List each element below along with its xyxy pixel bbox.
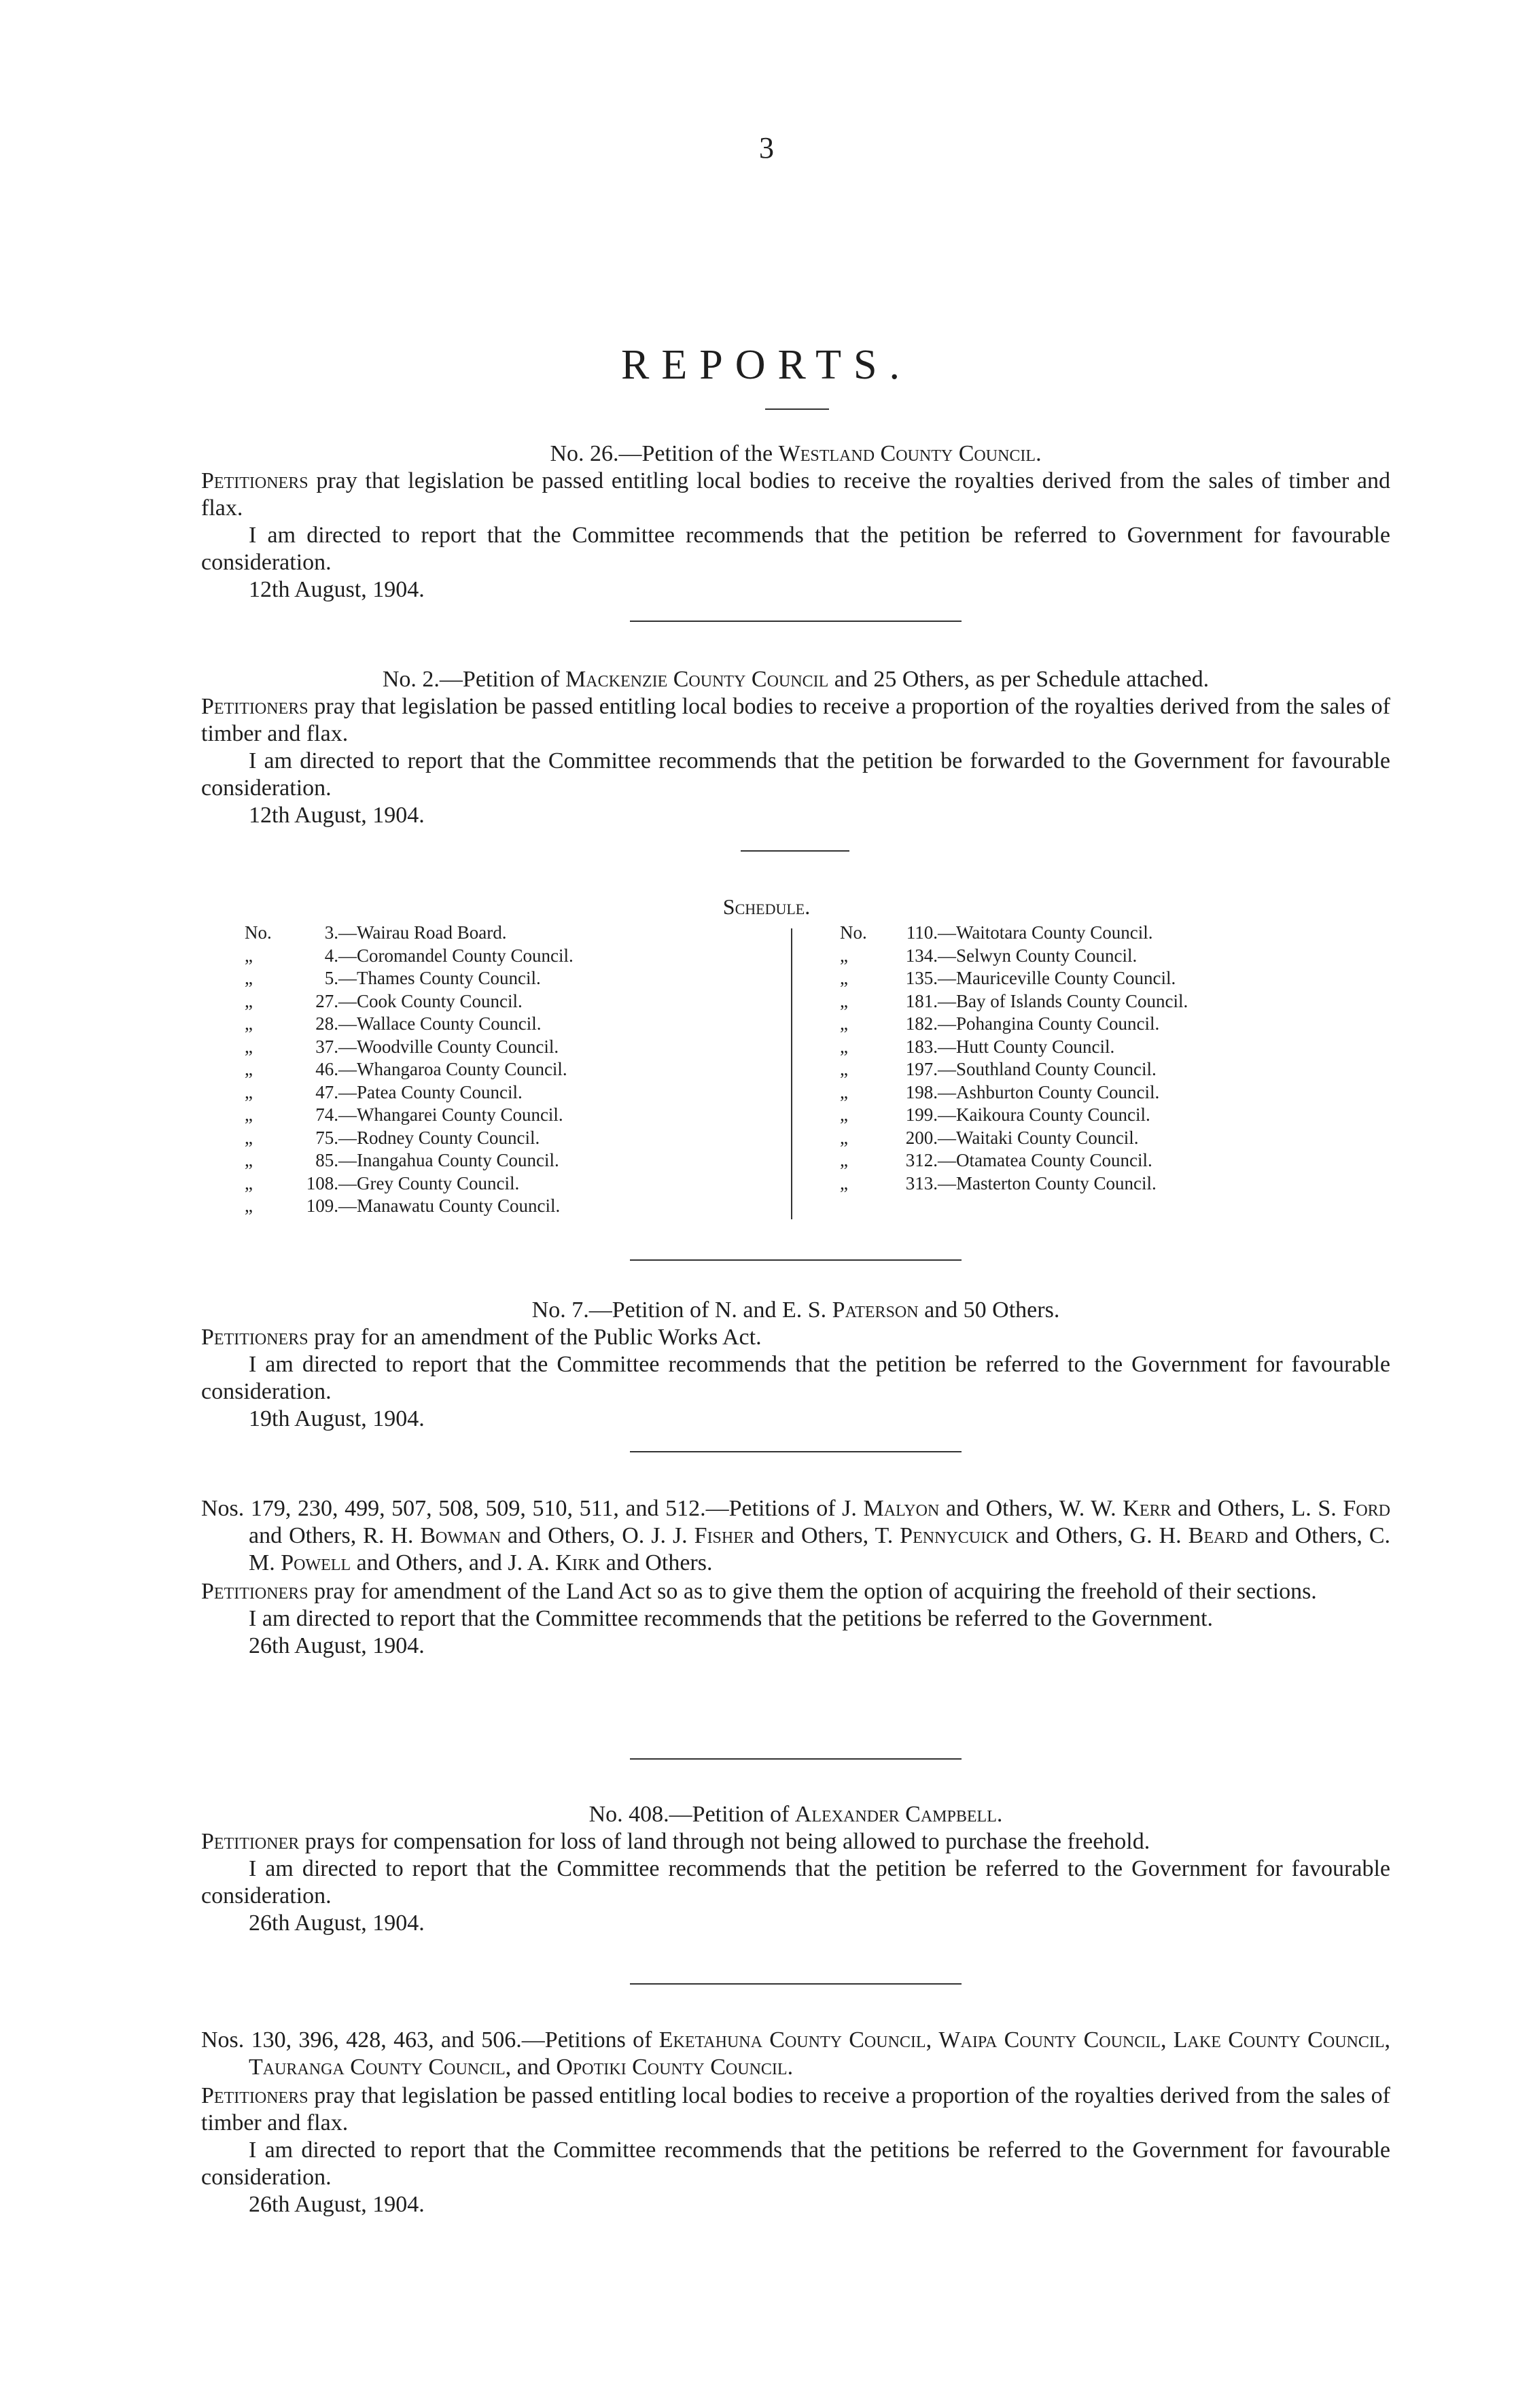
petitioner-name: Tauranga County Council (249, 2055, 506, 2080)
petitioners-paragraph (201, 468, 1390, 522)
petitioner-name: Mackenzie County Council (565, 667, 829, 692)
schedule-entry-prefix: „ (245, 1172, 253, 1193)
schedule-entry (245, 967, 574, 990)
petitioners-text: pray that legislation be passed entitling local bodies to receive a proportion of the royalties derived from the sales of timber and flax. (201, 694, 1390, 746)
petitioner-name: Beard (1188, 1523, 1248, 1548)
schedule-entry (840, 1013, 1188, 1036)
schedule-entry-name: —Whangaroa County Council. (338, 1059, 567, 1079)
schedule-entry-number: 199. (905, 1104, 938, 1125)
petitioner-name: Alexander Campbell (794, 1802, 997, 1827)
schedule-entry (245, 1058, 574, 1081)
schedule-entry (840, 1058, 1188, 1081)
committee-direction: I am directed to report that the Committee recommends that the petitions be referred to the Government for favourable consideration. (201, 2137, 1390, 2190)
report-2 (201, 666, 1390, 829)
schedule-entry-prefix: „ (840, 1013, 848, 1034)
schedule-entry-prefix: „ (245, 1104, 253, 1125)
petitioner-name: Paterson (832, 1297, 919, 1323)
schedule-entry-name: —Whangarei County Council. (338, 1104, 563, 1125)
schedule-entry (245, 922, 574, 945)
schedule-entry-name: —Inangahua County Council. (338, 1150, 559, 1170)
report-date: 26th August, 1904. (249, 1633, 425, 1658)
schedule-entry-name: —Otamatea County Council. (938, 1150, 1152, 1170)
schedule-entry-name: —Ashburton County Council. (938, 1081, 1160, 1102)
schedule-entry (840, 1081, 1188, 1104)
petitioner-name: Eketahuna County Council (658, 2027, 926, 2053)
schedule-entry-prefix: „ (840, 1059, 848, 1079)
schedule-entry-number: 37. (315, 1036, 338, 1057)
heading-text: and Others, C. M. (249, 1523, 1390, 1575)
report-26 (201, 440, 1390, 604)
heading-text: and Others. (600, 1550, 713, 1575)
schedule-entry-prefix: „ (840, 1081, 848, 1102)
report-heading (201, 666, 1390, 693)
schedule-entry-prefix: „ (840, 1150, 848, 1170)
schedule-entry-name: —Mauriceville County Council. (938, 968, 1176, 988)
petitioners-label: Petitioners (201, 2083, 309, 2108)
heading-text: and Others, T. (754, 1523, 900, 1548)
schedule-entry-number: 3. (324, 922, 338, 943)
heading-text: No. 7.—Petition of N. and E. S. (531, 1297, 832, 1323)
schedule-entry-number: 197. (905, 1059, 938, 1079)
schedule-entry-number: 110. (906, 922, 938, 943)
schedule-entry-prefix: „ (245, 1127, 253, 1148)
petitioner-name: Bowman (420, 1523, 501, 1548)
heading-text: . (787, 2055, 794, 2080)
committee-direction: I am directed to report that the Committee recommends that the petition be referred to Government for favourable consideration. (201, 523, 1390, 575)
schedule-entry-prefix: „ (840, 1127, 848, 1148)
heading-text: . (996, 1802, 1003, 1827)
petitioners-paragraph (201, 2082, 1390, 2137)
schedule-entry-name: —Kaikoura County Council. (938, 1104, 1150, 1125)
schedule-entry-number: 108. (306, 1172, 338, 1193)
schedule-entry-name: —Rodney County Council. (338, 1127, 540, 1148)
schedule-entry-prefix: No. (245, 922, 272, 943)
schedule-entry-prefix: No. (840, 922, 867, 943)
schedule-entry-number: 134. (905, 945, 938, 966)
petitioner-name: Pennycuick (900, 1523, 1009, 1548)
schedule-entry-number: 27. (315, 990, 338, 1011)
schedule-entry (840, 967, 1188, 990)
petitioners-text: pray for amendment of the Land Act so as to give them the option of acquiring the freehold of their sections. (308, 1579, 1317, 1604)
schedule-entry-name: —Woodville County Council. (338, 1036, 559, 1057)
page-number: 3 (759, 131, 774, 164)
schedule-entry (245, 1104, 574, 1127)
heading-text: , (1160, 2027, 1174, 2053)
schedule-entry-number: 46. (315, 1059, 338, 1079)
schedule-entry-prefix: „ (245, 1196, 253, 1216)
petitioners-text: pray that legislation be passed entitling local bodies to receive a proportion of the royalties derived from the sales of timber and flax. (201, 2083, 1390, 2135)
committee-direction: I am directed to report that the Committee recommends that the petition be forwarded to the Government for favourable consideration. (201, 748, 1390, 801)
petitioners-label: Petitioners (201, 694, 309, 719)
schedule-left-column (245, 922, 574, 1218)
petitioners-label: Petitioners (201, 1325, 309, 1350)
schedule-entry (245, 1013, 574, 1036)
schedule-entry-name: —Masterton County Council. (938, 1172, 1157, 1193)
schedule-entry-prefix: „ (245, 1150, 253, 1170)
schedule-entry-number: 47. (315, 1081, 338, 1102)
heading-text: No. 2.—Petition of (382, 667, 566, 692)
petitioner-name: Fisher (694, 1523, 754, 1548)
schedule-entry-number: 75. (315, 1127, 338, 1148)
schedule-entry (245, 1172, 574, 1196)
section-rule (630, 1451, 962, 1452)
section-rule (630, 1259, 962, 1261)
report-heading (201, 2027, 1390, 2081)
petitioners-text: pray that legislation be passed entitling local bodies to receive the royalties derived from the sales of timber and flax. (201, 468, 1390, 521)
report-heading (201, 440, 1390, 468)
heading-text: No. 408.—Petition of (588, 1802, 795, 1827)
schedule-entry-name: —Wairau Road Board. (338, 922, 507, 943)
schedule-entry-prefix: „ (245, 1081, 253, 1102)
schedule-entry-name: —Waitaki County Council. (938, 1127, 1139, 1148)
heading-text: , (926, 2027, 939, 2053)
schedule-entry-name: —Wallace County Council. (338, 1013, 542, 1034)
section-rule (630, 1758, 962, 1760)
schedule-entry (840, 1036, 1188, 1059)
petitioner-name: Powell (281, 1550, 351, 1575)
report-date: 19th August, 1904. (249, 1406, 425, 1431)
schedule-entry-prefix: „ (840, 990, 848, 1011)
schedule-entry-prefix: „ (245, 990, 253, 1011)
petitioners-paragraph (201, 1828, 1390, 1855)
schedule-entry (840, 1149, 1188, 1172)
schedule-entry (245, 1195, 574, 1218)
schedule-entry-number: 109. (306, 1196, 338, 1216)
heading-text: and Others, and J. A. (351, 1550, 556, 1575)
schedule-entry (245, 1149, 574, 1172)
heading-text: and Others, O. J. J. (501, 1523, 694, 1548)
schedule-entry-prefix: „ (840, 1036, 848, 1057)
schedule-entry (840, 922, 1188, 945)
schedule-entry-number: 200. (905, 1127, 938, 1148)
schedule-entry-number: 181. (905, 990, 938, 1011)
heading-text: and Others, R. H. (249, 1523, 421, 1548)
heading-text: Nos. 130, 396, 428, 463, and 506.—Petitions of (201, 2027, 659, 2053)
schedule-entry-prefix: „ (840, 945, 848, 966)
schedule-entry (840, 990, 1188, 1013)
schedule-entry-prefix: „ (245, 945, 253, 966)
schedule-entry-name: —Waitotara County Council. (938, 922, 1153, 943)
heading-text: and Others, G. H. (1008, 1523, 1188, 1548)
schedule-entry-name: —Selwyn County Council. (938, 945, 1138, 966)
report-7 (201, 1297, 1390, 1433)
schedule-entry-number: 74. (315, 1104, 338, 1125)
schedule-entry-prefix: „ (245, 1059, 253, 1079)
report-179-group (201, 1495, 1390, 1660)
heading-text: No. 26.—Petition of the (550, 441, 779, 466)
report-130-group (201, 2027, 1390, 2218)
schedule-entry (840, 1172, 1188, 1196)
committee-direction: I am directed to report that the Committee recommends that the petition be referred to the Government for favourable consideration. (201, 1352, 1390, 1404)
schedule-entry-number: 198. (905, 1081, 938, 1102)
petitioner-name: Kerr (1123, 1496, 1171, 1521)
petitioners-paragraph (201, 693, 1390, 748)
petitioner-name: Malyon (863, 1496, 940, 1521)
schedule-entry-name: —Pohangina County Council. (938, 1013, 1160, 1034)
schedule-entry-prefix: „ (245, 968, 253, 988)
schedule-entry-name: —Hutt County Council. (938, 1036, 1115, 1057)
report-408 (201, 1801, 1390, 1937)
title-rule (765, 408, 829, 410)
report-heading (201, 1801, 1390, 1828)
schedule-entry-name: —Manawatu County Council. (338, 1196, 561, 1216)
heading-text: , and (505, 2055, 557, 2080)
heading-text: and 50 Others. (918, 1297, 1060, 1323)
schedule-entry-name: —Patea County Council. (338, 1081, 523, 1102)
heading-text: and Others, L. S. (1171, 1496, 1343, 1521)
report-date: 12th August, 1904. (249, 803, 425, 828)
petitioner-name: Waipa County Council (938, 2027, 1161, 2053)
schedule-entry-name: —Cook County Council. (338, 990, 523, 1011)
schedule-right-column (840, 922, 1188, 1195)
schedule-entry (245, 945, 574, 968)
schedule-entry-name: —Grey County Council. (338, 1172, 520, 1193)
schedule-entry (840, 1104, 1188, 1127)
schedule-entry-number: 135. (905, 968, 938, 988)
schedule-entry (245, 990, 574, 1013)
schedule-entry-name: —Thames County Council. (338, 968, 541, 988)
schedule-entry-name: —Bay of Islands County Council. (938, 990, 1188, 1011)
heading-text: , (1384, 2027, 1391, 2053)
committee-direction: I am directed to report that the Committee recommends that the petition be referred to the Government for favourable consideration. (201, 1856, 1390, 1908)
petitioners-paragraph (201, 1578, 1390, 1605)
schedule-title: Schedule. (722, 894, 811, 919)
petitioners-text: pray for an amendment of the Public Works Act. (308, 1325, 762, 1350)
petitioner-name: Kirk (555, 1550, 601, 1575)
section-rule (630, 1983, 962, 1985)
schedule-entry-number: 183. (905, 1036, 938, 1057)
page-title: REPORTS. (621, 342, 912, 388)
schedule-entry-prefix: „ (245, 1013, 253, 1034)
petitioner-name: Westland County Council (778, 441, 1036, 466)
schedule-entry (840, 1127, 1188, 1150)
schedule-entry-number: 182. (905, 1013, 938, 1034)
petitioners-text: prays for compensation for loss of land through not being allowed to purchase the freehold. (299, 1829, 1150, 1854)
schedule-divider (791, 928, 792, 1219)
schedule-entry-number: 312. (905, 1150, 938, 1170)
petitioners-label: Petitioner (201, 1829, 300, 1854)
petitioner-name: Opotiki County Council (556, 2055, 788, 2080)
schedule-entry-number: 5. (324, 968, 338, 988)
section-rule (741, 850, 849, 852)
heading-text: . (1036, 441, 1042, 466)
schedule-entry-prefix: „ (245, 1036, 253, 1057)
report-date: 26th August, 1904. (249, 1910, 425, 1936)
report-heading (201, 1297, 1390, 1324)
heading-text: and 25 Others, as per Schedule attached. (828, 667, 1210, 692)
heading-text: and Others, W. W. (939, 1496, 1123, 1521)
petitioners-label: Petitioners (201, 468, 309, 493)
report-date: 26th August, 1904. (249, 2192, 425, 2217)
schedule-entry-prefix: „ (840, 1104, 848, 1125)
schedule-entry (245, 1036, 574, 1059)
schedule-entry-prefix: „ (840, 968, 848, 988)
petitioner-name: Lake County Council (1173, 2027, 1385, 2053)
schedule-entry-number: 28. (315, 1013, 338, 1034)
schedule-entry-name: —Southland County Council. (938, 1059, 1157, 1079)
committee-direction: I am directed to report that the Committee recommends that the petitions be referred to the Government. (249, 1606, 1214, 1631)
schedule-entry-prefix: „ (840, 1172, 848, 1193)
schedule-entry (245, 1081, 574, 1104)
schedule-entry (840, 945, 1188, 968)
report-heading (201, 1495, 1390, 1577)
section-rule (630, 621, 962, 622)
report-date: 12th August, 1904. (249, 577, 425, 602)
petitioners-paragraph (201, 1324, 1390, 1351)
petitioner-name: Ford (1343, 1496, 1391, 1521)
schedule-entry-number: 85. (315, 1150, 338, 1170)
petitioners-label: Petitioners (201, 1579, 309, 1604)
schedule-entry-number: 4. (324, 945, 338, 966)
schedule-entry-number: 313. (905, 1172, 938, 1193)
schedule-entry-name: —Coromandel County Council. (338, 945, 574, 966)
schedule-entry (245, 1127, 574, 1150)
heading-text: Nos. 179, 230, 499, 507, 508, 509, 510, 511, and 512.—Petitions of J. (201, 1496, 864, 1521)
